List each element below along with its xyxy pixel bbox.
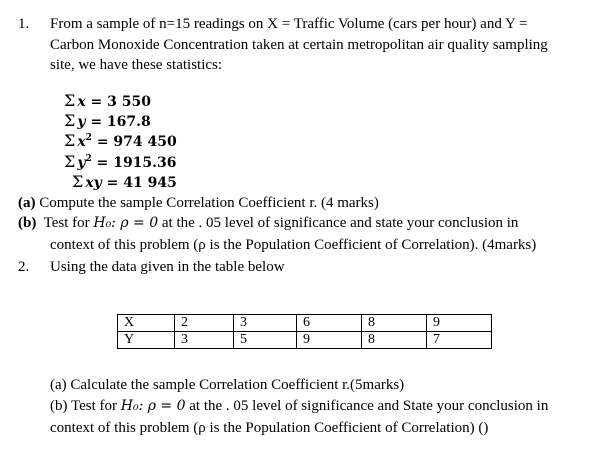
q2-number: 2. <box>18 259 30 275</box>
sigma-symbol: Σ <box>64 131 76 150</box>
table-cell: 9 <box>427 315 492 332</box>
table-cell: 7 <box>427 332 492 349</box>
q1-text-line3: site, we have these statistics: <box>50 57 223 73</box>
table-row-x <box>118 315 492 332</box>
table-cell: 9 <box>297 332 362 349</box>
table-cell: 8 <box>362 332 427 349</box>
table-cell: 2 <box>175 315 234 332</box>
hypothesis-expression: H₀: ρ = 0 <box>93 215 159 231</box>
table-cell: 3 <box>175 332 234 349</box>
q1-part-b-line2: context of this problem (ρ is the Population Coefficient of Correlation). (4marks) <box>50 237 537 253</box>
stat-sum-xy: Σ xy = 41 945 <box>72 172 177 191</box>
table-cell: 5 <box>234 332 297 349</box>
q2-part-b-line2: context of this problem (ρ is the Population Coefficient of Correlation) () <box>50 420 489 436</box>
q1-number: 1. <box>18 16 30 32</box>
q1-part-a: (a) Compute the sample Correlation Coefficient r. (4 marks) <box>18 195 379 211</box>
q2-part-b: (b) Test for H₀: ρ = 0 at the . 05 level of significance and State your conclusion in <box>50 398 549 414</box>
sigma-symbol: Σ <box>72 172 84 191</box>
stat-sum-x: Σ x = 3 550 <box>64 91 151 110</box>
stat-sum-y-squared: Σ $y^2 = 1915.36$ <box>64 152 177 171</box>
table-cell: 8 <box>362 315 427 332</box>
sigma-symbol: Σ <box>64 152 76 171</box>
sigma-symbol: Σ <box>64 111 76 130</box>
stat-sum-y: Σ y = 167.8 <box>64 111 151 130</box>
q1-part-b: (b) Test for H₀: ρ = 0 at the . 05 level of significance and state your conclusion in <box>18 215 519 231</box>
q2-part-a: (a) Calculate the sample Correlation Coefficient r.(5marks) <box>50 377 405 393</box>
table-cell-label: X <box>118 315 175 332</box>
q1-text-line2: Carbon Monoxide Concentration taken at certain metropolitan air quality sampling <box>50 37 548 53</box>
table-cell: 3 <box>234 315 297 332</box>
q2-intro: Using the data given in the table below <box>50 259 285 275</box>
table-row-y <box>118 332 492 349</box>
sigma-symbol: Σ <box>64 91 76 110</box>
hypothesis-expression: H₀: ρ = 0 <box>120 398 186 414</box>
data-table <box>117 314 492 349</box>
table-cell: 6 <box>297 315 362 332</box>
stat-sum-x-squared: Σ $x^2 = 974$ 450 <box>64 131 177 150</box>
q1-text-line1: From a sample of n=15 readings on X = Traffic Volume (cars per hour) and Y = <box>50 16 528 32</box>
table-cell-label: Y <box>118 332 175 349</box>
